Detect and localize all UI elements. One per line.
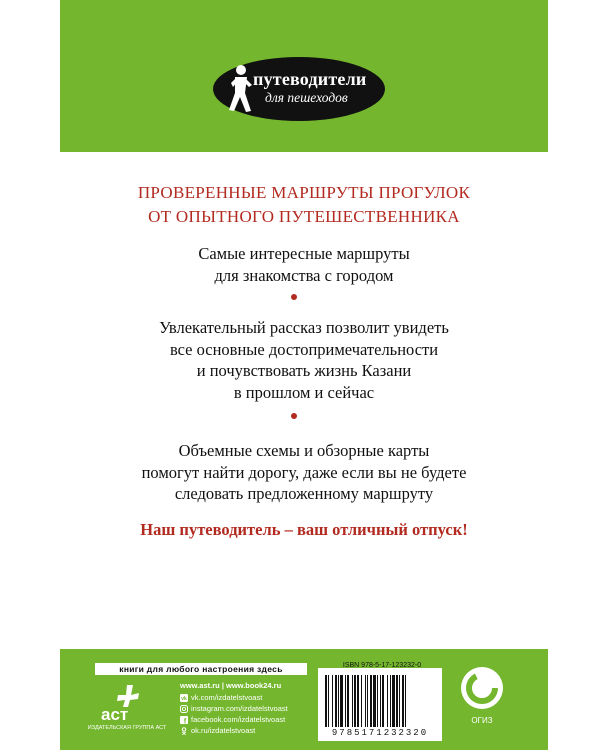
paragraph-line: и почувствовать жизнь Казани bbox=[196, 361, 412, 380]
ast-logo bbox=[97, 683, 155, 723]
facebook-icon bbox=[180, 716, 188, 724]
ast-logo-text: аст bbox=[101, 705, 129, 723]
bullet-dot bbox=[291, 294, 297, 300]
paragraph-line: для знакомства с городом bbox=[214, 265, 394, 285]
paragraph-line: помогут найти дорогу, даже если вы не будете bbox=[141, 462, 467, 482]
series-subtitle: для пешеходов bbox=[265, 90, 348, 105]
social-link-text: vk.com/izdatelstvoast bbox=[191, 693, 263, 702]
paragraph-line: в прошлом и сейчас bbox=[233, 382, 375, 402]
slogan: Наш путеводитель – ваш отличный отпуск! bbox=[140, 520, 468, 539]
ogiz-logo bbox=[460, 666, 504, 710]
paragraph-story bbox=[60, 317, 548, 403]
ogiz-label: ОГИЗ bbox=[471, 716, 493, 725]
series-title: путеводители bbox=[253, 69, 367, 89]
social-link-text: ok.ru/izdatelstvoast bbox=[191, 726, 256, 735]
walking-person-icon bbox=[221, 63, 257, 115]
vk-icon bbox=[180, 694, 188, 702]
social-link-text: instagram.com/izdatelstvoast bbox=[191, 704, 288, 713]
barcode-number: 9785171232320 bbox=[331, 728, 429, 738]
social-link-text: facebook.com/izdatelstvoast bbox=[191, 715, 286, 724]
paragraph-line: Увлекательный рассказ позволит увидеть bbox=[159, 318, 449, 337]
headline bbox=[60, 181, 548, 229]
paragraph-line: Самые интересные маршруты bbox=[198, 244, 410, 263]
paragraph-line: все основные достопримечательности bbox=[169, 339, 439, 359]
headline-line: ПРОВЕРЕННЫЕ МАРШРУТЫ ПРОГУЛОК bbox=[137, 183, 471, 202]
barcode bbox=[323, 675, 437, 727]
headline-line: ОТ ОПЫТНОГО ПУТЕШЕСТВЕННИКА bbox=[148, 207, 460, 226]
bullet-dot bbox=[291, 413, 297, 419]
paragraph-line: следовать предложенному маршруту bbox=[174, 484, 434, 503]
svg-text:vk: vk bbox=[181, 696, 187, 702]
odnoklassniki-icon bbox=[180, 727, 188, 735]
isbn-text: ISBN 978-5-17-123232-0 bbox=[342, 662, 422, 669]
series-logo bbox=[213, 57, 385, 121]
instagram-icon bbox=[180, 705, 188, 713]
publisher-caption: ИЗДАТЕЛЬСКАЯ ГРУППА АСТ bbox=[87, 725, 167, 731]
paragraph-line: Объемные схемы и обзорные карты bbox=[178, 441, 430, 460]
footer-tagline: книги для любого настроения здесь bbox=[95, 663, 307, 675]
paragraph-maps bbox=[60, 440, 548, 505]
paragraph-routes bbox=[60, 243, 548, 286]
publisher-sites[interactable]: www.ast.ru | www.book24.ru bbox=[180, 681, 282, 690]
svg-text:f: f bbox=[183, 718, 187, 724]
